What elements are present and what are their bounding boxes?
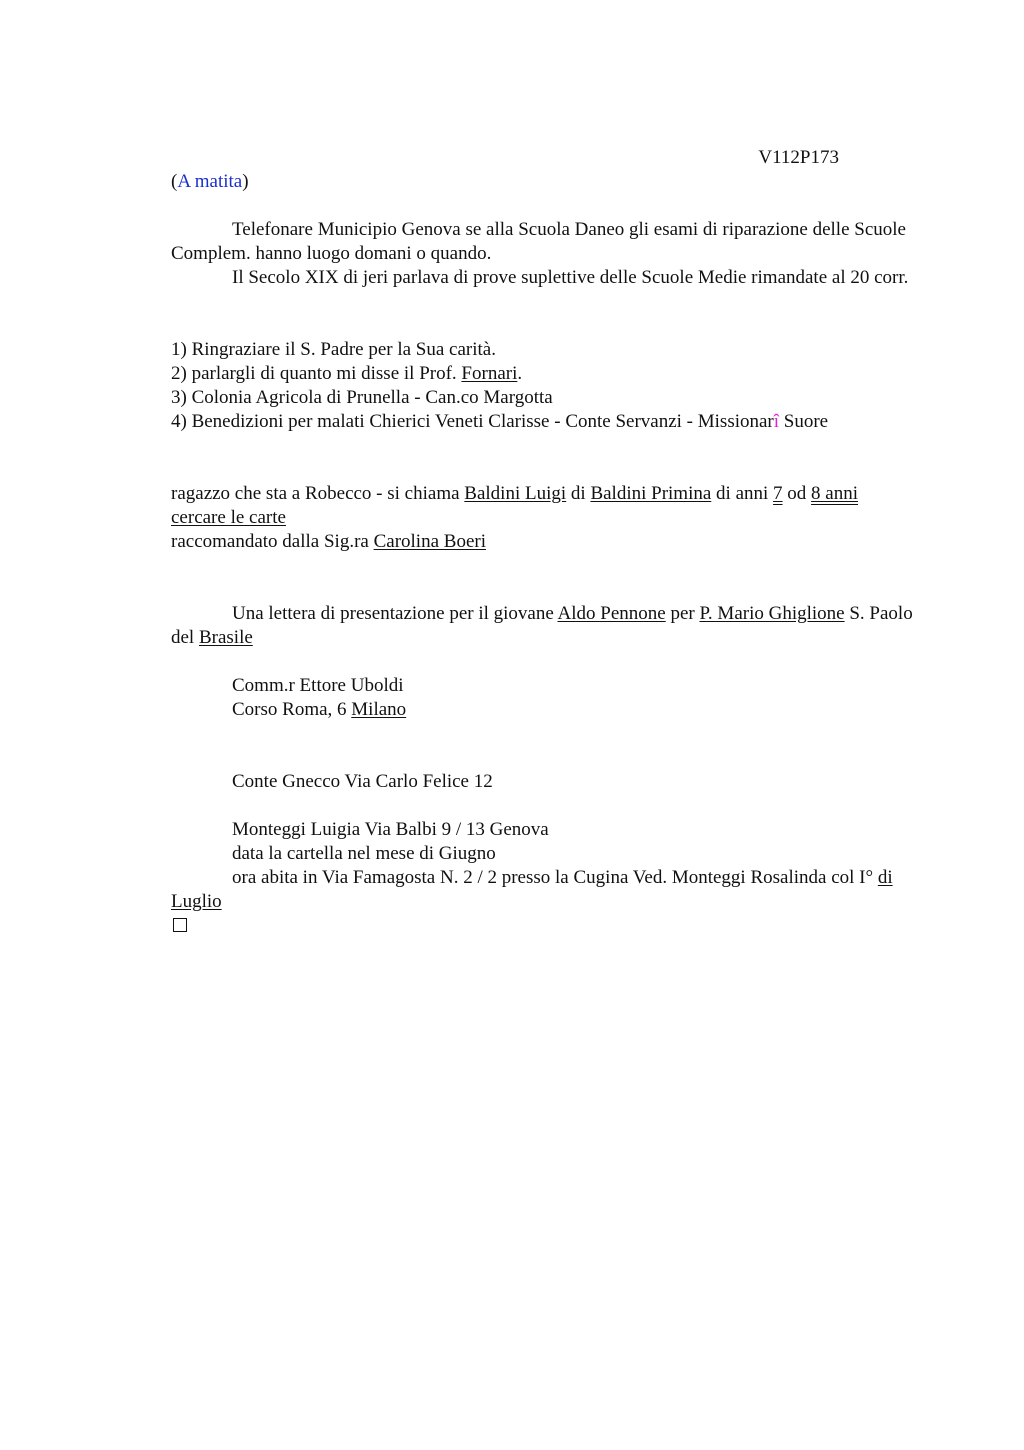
document-page [171,146,931,939]
letter-country: Brasile [198,627,253,648]
boy-note [171,482,931,530]
pencil-note [171,170,931,194]
list-item-4-end: Suore [779,411,829,432]
name-fornari: Fornari [461,363,518,384]
montegg-month: di Luglio [171,867,893,912]
pencil-note-open: ( [171,171,178,192]
document-reference: V112P173 [758,147,839,168]
list-item-2 [171,362,931,386]
list-item-4 [171,410,931,434]
address-uboldi-street [171,698,931,722]
list-item-1: 1) Ringraziare il S. Padre per la Sua carità. [171,339,496,360]
boy-text-4: od [782,483,812,504]
paragraph-telefonare: Telefonare Municipio Genova se alla Scuola Daneo gli esami di riparazione delle Scuole Complem. hanno luogo domani o quando. [171,219,906,264]
boy-text-3: di anni [711,483,774,504]
address-gnecco: Conte Gnecco Via Carlo Felice 12 [232,771,493,792]
letter-text-1: Una lettera di presentazione per il giovane [232,603,558,624]
boy-text-2: di [566,483,591,504]
list-item-4-text: 4) Benedizioni per malati Chierici Veneti Clarisse - Conte Servanzi - Missionar [171,411,774,432]
letter-father-name: P. Mario Ghiglione [699,603,845,624]
montegg-line-3-text: ora abita in Via Famagosta N. 2 / 2 presso la Cugina Ved. Monteggi Rosalinda col I° [232,867,878,888]
boy-recommended-text: raccomandato dalla Sig.ra [171,531,374,552]
end-box [171,914,931,939]
list-item-3: 3) Colonia Agricola di Prunella - Can.co Margotta [171,387,553,408]
boy-recommended [171,530,931,554]
pencil-note-close: ) [242,171,249,192]
checkbox-square-icon [173,918,187,932]
boy-age-1: 7 [773,483,783,504]
letter-text-3: S. Paolo del [171,603,913,648]
montegg-line-3 [171,866,931,914]
address-uboldi-city: Milano [351,699,407,720]
boy-mother: Baldini Primina [590,483,712,504]
montegg-line-2: data la cartella nel mese di Giugno [232,843,496,864]
pencil-note-text: A matita [177,171,243,192]
address-uboldi-street-text: Corso Roma, 6 [232,699,352,720]
boy-search-papers: cercare le carte [171,507,286,528]
boy-text-1: ragazzo che sta a Robecco - si chiama [171,483,465,504]
boy-age-2: 8 anni [811,483,859,504]
boy-recommended-name: Carolina Boeri [373,531,486,552]
list-item-4-mark: î [773,411,780,432]
list-item-2-text: 2) parlargli di quanto mi disse il Prof. [171,363,462,384]
letter-young-name: Aldo Pennone [557,603,666,624]
letter-text-2: per [665,603,700,624]
letter-paragraph [171,602,931,650]
montegg-line-1: Monteggi Luigia Via Balbi 9 / 13 Genova [232,819,549,840]
boy-name: Baldini Luigi [464,483,567,504]
paragraph-secolo: Il Secolo XIX di jeri parlava di prove suplettive delle Scuole Medie rimandate al 20 corr. [232,267,909,288]
address-uboldi-name: Comm.r Ettore Uboldi [232,675,404,696]
list-item-2-end: . [517,363,523,384]
